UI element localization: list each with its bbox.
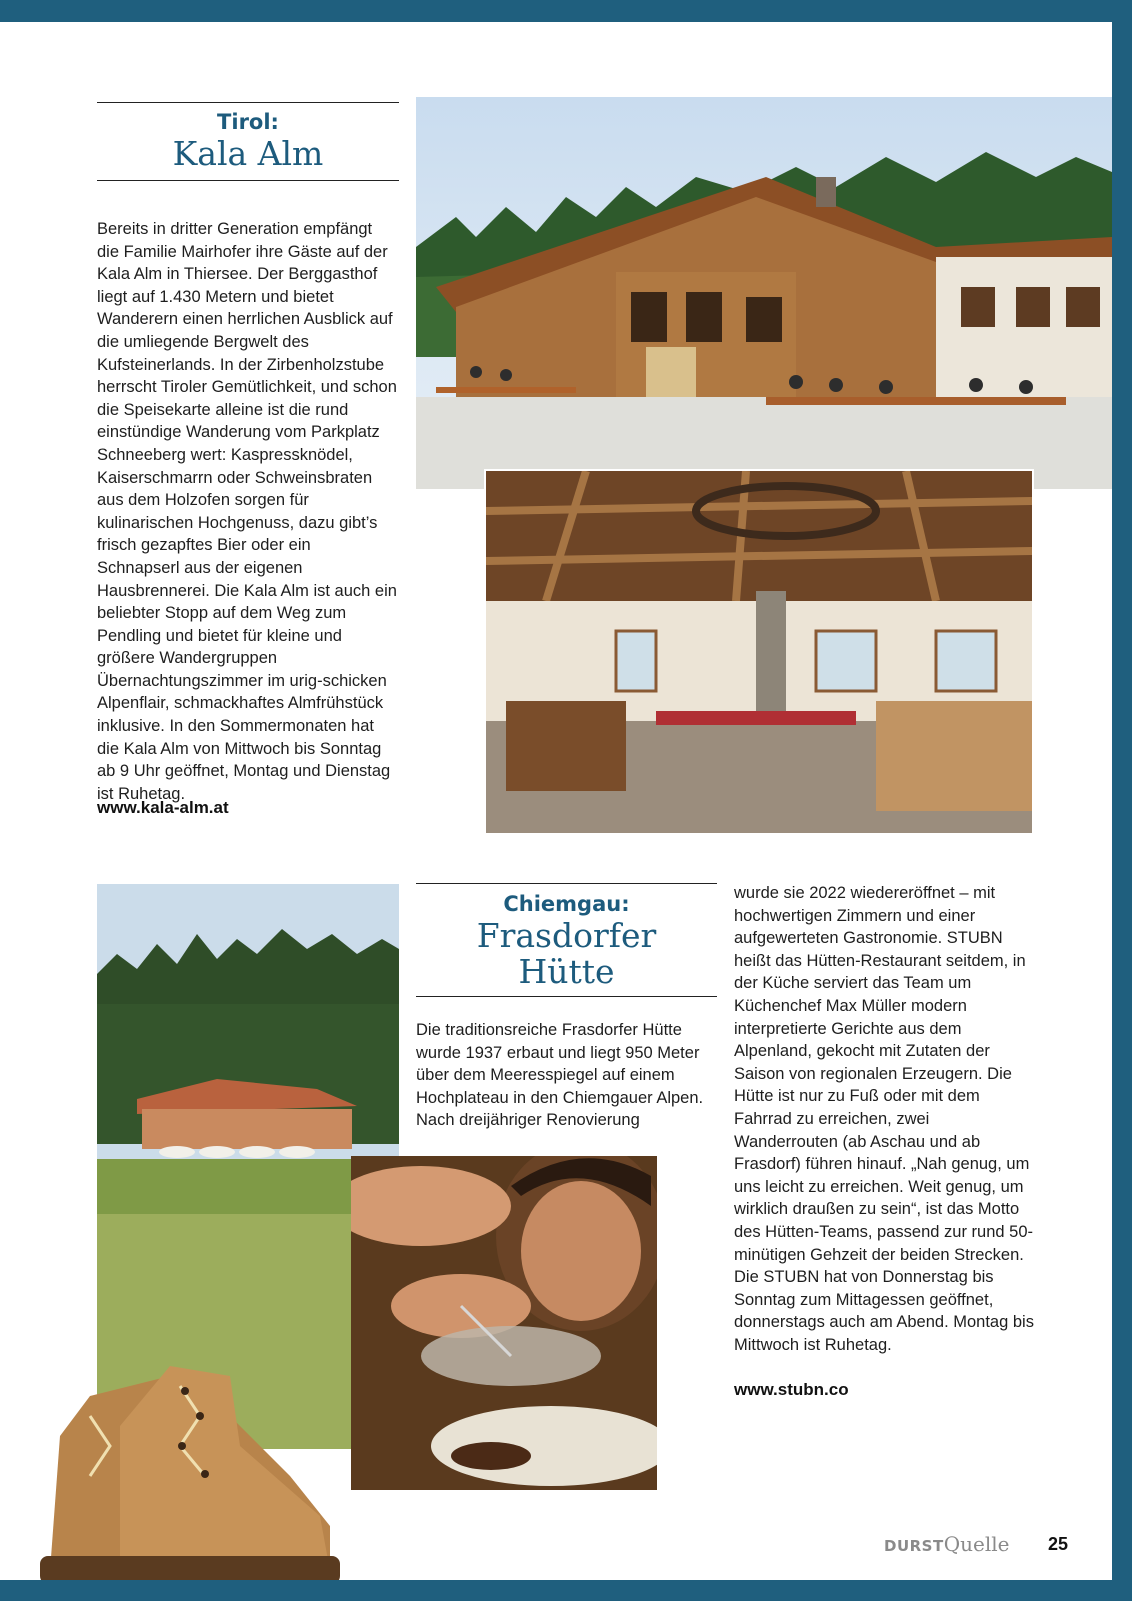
magazine-page (0, 22, 1112, 1580)
article2-kicker: Chiemgau: (503, 892, 630, 916)
brand-part1: DURST (884, 1537, 944, 1555)
heading-rule-bottom (97, 180, 399, 181)
article2-link[interactable]: www.stubn.co (734, 1380, 849, 1399)
heading-rule-bottom (416, 996, 717, 997)
heading-rule-top (97, 102, 399, 103)
article2-body-col2: wurde sie 2022 wiedereröffnet – mit hochwertigen Zimmern und einer aufgewerteten Gastronomie. STUBN heißt das Hütten-Restaurant seitdem, in der Küche serviert das Team um Küchenchef Max Müller modern interpretierte Gerichte aus dem Alpenland, gekocht mit Zutaten der Saison von regionalen Erzeugern. Die Hütte ist nur zu Fuß oder mit dem Fahrrad zu erreichen, zwei Wanderrouten (ab Aschau und ab Frasdorf) führen hinauf. „Nah genug, um uns leicht zu erreichen. Weit genug, um wirklich draußen zu sein“, ist das Motto des Hütten-Teams, passend zur rund 50-minütigen Gehzeit der beiden Strecken. Die STUBN hat von Donnerstag bis Sonntag zum Mittagessen geöffnet, donnerstags auch am Abend. Montag bis Mittwoch ist Ruhetag. (734, 884, 1034, 1354)
photo-alm-exterior (416, 97, 1112, 489)
article1-link[interactable]: www.kala-alm.at (97, 798, 229, 817)
footer-brand-logo (884, 1532, 1009, 1556)
article2-title-line2: Hütte (518, 952, 615, 991)
photo-chef (351, 1156, 657, 1490)
article1-body: Bereits in dritter Generation empfängt die Familie Mairhofer ihre Gäste auf der Kala Alm in Thiersee. Der Berggasthof liegt auf 1.430 Metern und bietet Wanderern einen herrlichen Ausblick auf die umliegende Bergwelt des Kufsteinerlands. In der Zirbenholzstube herrscht Tiroler Gemütlichkeit, und schon die Speisekarte alleine ist die rund einstündige Wanderung vom Parkplatz Schneeberg wert: Kaspressknödel, Kaiserschmarrn oder Schweinsbraten aus dem Holzofen sorgen für kulinarischen Hochgenuss, dazu gibt’s frisch gezapftes Bier oder ein Schnapserl aus der eigenen Hausbrennerei. Die Kala Alm ist auch ein beliebter Stopp auf dem Weg zum Pendling und bietet für kleine und größere Wandergruppen Übernachtungszimmer im urig-schicken Alpenflair, schmackhaftes Almfrühstück inklusive. In den Sommermonaten hat die Kala Alm von Mittwoch bis Sonntag ab 9 Uhr geöffnet, Montag und Dienstag ist Ruhetag. (97, 220, 397, 803)
article1-kicker: Tirol: (217, 110, 279, 134)
photo-alm-interior (484, 469, 1034, 835)
article1-title: Kala Alm (172, 134, 324, 173)
heading-rule-top (416, 883, 717, 884)
page-number: 25 (1048, 1534, 1069, 1554)
hiking-boots-image (30, 1356, 345, 1580)
article2-body-col1: Die traditionsreiche Frasdorfer Hütte wurde 1937 erbaut und liegt 950 Meter über dem Meeresspiegel auf einem Hochplateau in den Chiemgauer Alpen. Nach dreijähriger Renovierung (416, 1021, 704, 1130)
brand-part2: Quelle (943, 1532, 1010, 1556)
article2-title-line1: Frasdorfer (476, 916, 657, 955)
